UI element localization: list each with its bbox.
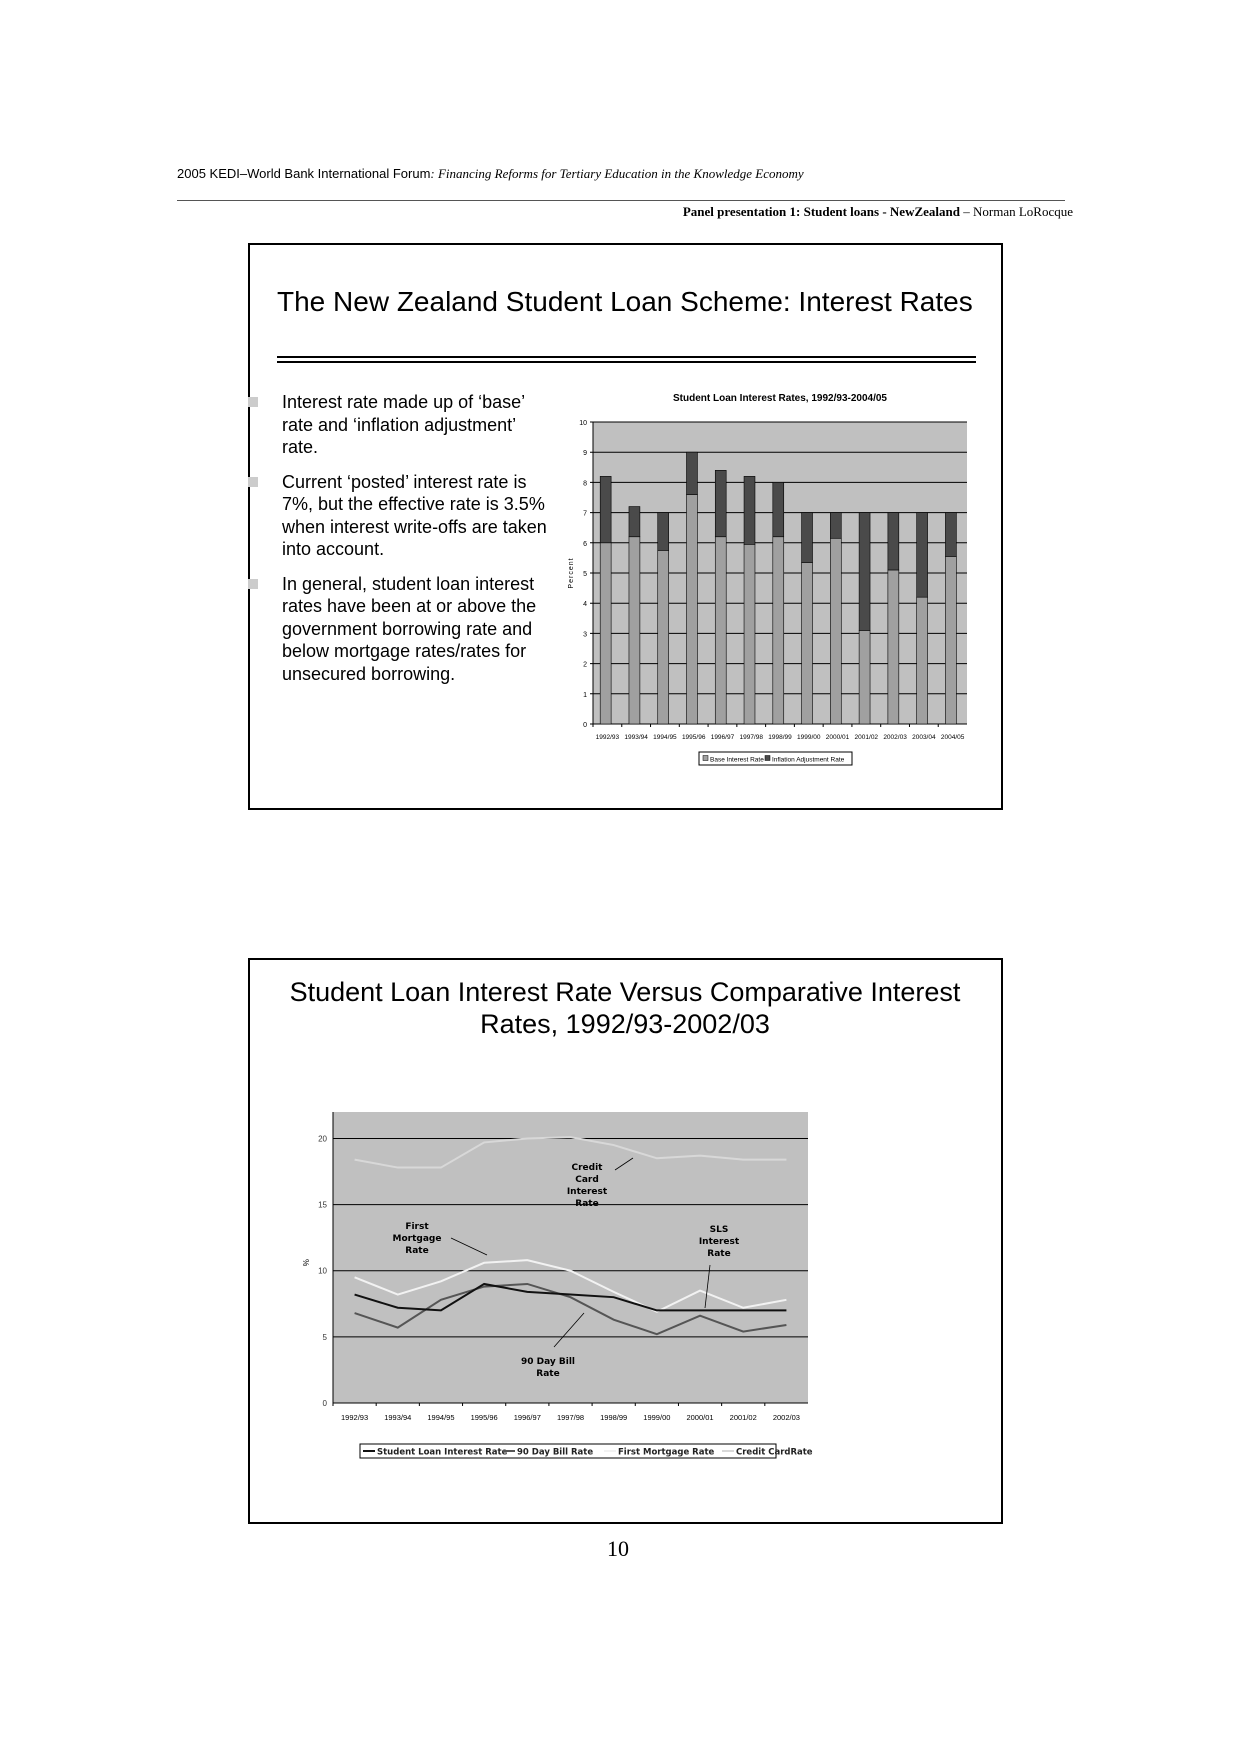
forum-name: 2005 KEDI–World Bank International Forum — [177, 166, 431, 181]
annotation-label: First — [405, 1222, 429, 1232]
y-tick-label: 9 — [583, 450, 587, 458]
annotation-label: Rate — [536, 1369, 560, 1379]
x-tick-label: 1996/97 — [513, 1413, 541, 1422]
slide-2-title: Student Loan Interest Rate Versus Comparative Interest Rates, 1992/93-2002/03 — [289, 977, 961, 1039]
annotation-label: Interest — [566, 1187, 608, 1197]
annotation-label: 90 Day Bill — [520, 1357, 576, 1367]
legend-label: Base Interest Rate — [710, 756, 764, 764]
y-tick-label: 15 — [318, 1200, 327, 1210]
legend-label: Credit CardRate — [736, 1447, 813, 1458]
x-tick-label: 2001/02 — [729, 1413, 757, 1422]
annotation-label: SLS — [709, 1225, 729, 1235]
annotation-label: Card — [575, 1175, 599, 1185]
x-tick-label: 1999/00 — [797, 734, 821, 741]
x-tick-label: 1992/93 — [595, 734, 620, 741]
annotation-label: Rate — [575, 1199, 599, 1209]
legend-label: First Mortgage Rate — [618, 1447, 715, 1458]
x-tick-label: 2000/01 — [686, 1413, 714, 1422]
x-tick-label: 1995/96 — [681, 734, 706, 741]
x-tick-label: 2003/04 — [912, 734, 936, 741]
x-tick-label: 2004/05 — [940, 734, 965, 741]
x-tick-label: 1993/94 — [384, 1413, 412, 1422]
y-tick-label: 5 — [583, 571, 587, 578]
forum-subtitle: : Financing Reforms for Tertiary Education in the Knowledge Economy — [430, 166, 804, 181]
panel-title: Panel presentation 1: Student loans - NewZealand — [682, 204, 960, 219]
y-axis-label: % — [302, 1259, 311, 1267]
annotation-label: Rate — [405, 1246, 429, 1256]
panel-author: – Norman LoRocque — [959, 204, 1073, 219]
legend-label: Inflation Adjustment Rate — [772, 756, 845, 764]
x-tick-label: 1997/98 — [739, 734, 763, 741]
y-axis-label: Percent — [568, 557, 575, 589]
x-tick-label: 1996/97 — [710, 734, 735, 741]
slide-1-title: The New Zealand Student Loan Scheme: Interest Rates — [277, 286, 973, 317]
x-tick-label: 1993/94 — [624, 734, 648, 741]
x-tick-label: 2002/03 — [772, 1413, 800, 1422]
y-tick-label: 6 — [583, 540, 587, 548]
y-tick-label: 2 — [583, 661, 587, 669]
legend-label: 90 Day Bill Rate — [517, 1447, 594, 1458]
y-tick-label: 8 — [583, 480, 587, 488]
x-tick-label: 1999/00 — [643, 1413, 671, 1422]
x-tick-label: 2001/02 — [854, 734, 879, 741]
y-tick-label: 1 — [583, 691, 587, 699]
x-tick-label: 1998/99 — [768, 734, 792, 741]
legend-label: Student Loan Interest Rate — [377, 1447, 508, 1458]
y-tick-label: 4 — [583, 601, 587, 609]
y-tick-label: 5 — [322, 1332, 327, 1342]
y-tick-label: 20 — [318, 1134, 327, 1144]
x-tick-label: 1992/93 — [341, 1413, 369, 1422]
page-number: 10 — [607, 1536, 629, 1561]
chart-title: Student Loan Interest Rates, 1992/93-2004/05 — [673, 393, 887, 404]
x-tick-label: 1994/95 — [427, 1413, 455, 1422]
x-tick-label: 1995/96 — [470, 1413, 498, 1422]
bullet-text: Current ‘posted’ interest rate is 7%, but the effective rate is 3.5% when interest write-offs are taken into account. — [282, 471, 547, 559]
x-tick-label: 2002/03 — [883, 734, 907, 741]
x-tick-label: 1994/95 — [653, 734, 677, 741]
annotation-label: Mortgage — [392, 1234, 442, 1244]
bullet-text: Interest rate made up of ‘base’ rate and ‘inflation adjustment’ rate. — [282, 392, 525, 457]
x-tick-label: 1998/99 — [600, 1413, 628, 1422]
y-tick-label: 7 — [583, 510, 587, 518]
y-tick-label: 10 — [318, 1266, 327, 1276]
y-tick-label: 10 — [579, 420, 587, 427]
x-tick-label: 1997/98 — [556, 1413, 585, 1422]
x-tick-label: 2000/01 — [825, 734, 850, 741]
y-tick-label: 0 — [322, 1399, 327, 1408]
annotation-label: Rate — [707, 1249, 731, 1259]
bullet-text: In general, student loan interest rates have been at or above the government borrowing rate and below mortgage rates/rates for unsecured borrowing. — [282, 573, 537, 684]
annotation-label: Credit — [571, 1163, 603, 1173]
annotation-label: Interest — [698, 1237, 740, 1247]
y-tick-label: 0 — [583, 722, 587, 729]
y-tick-label: 3 — [583, 631, 587, 639]
